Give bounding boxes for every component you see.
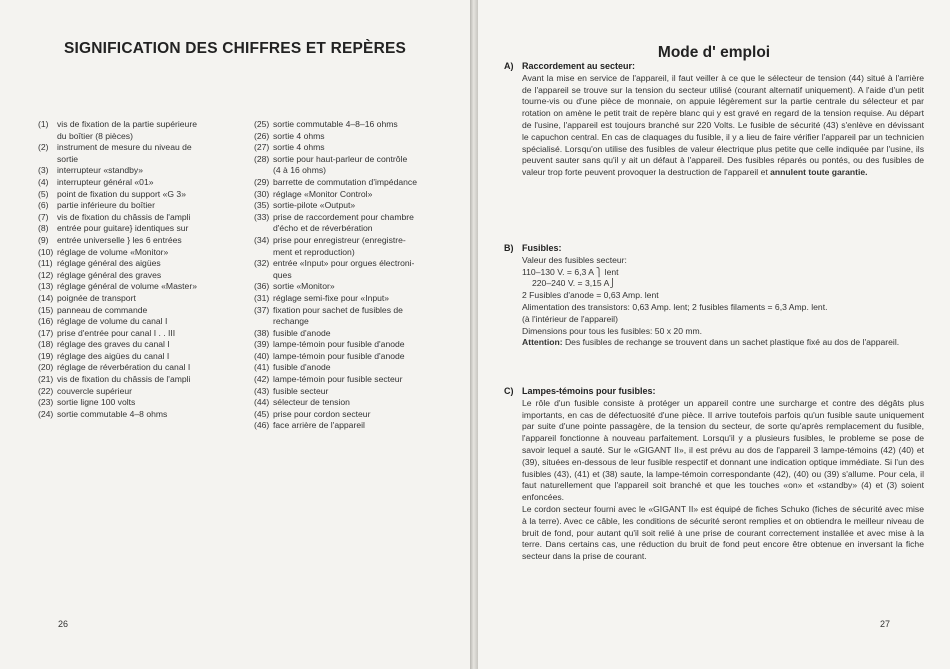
legend-number: (1)	[38, 119, 49, 129]
legend-number: (3)	[38, 165, 49, 176]
legend-text	[57, 270, 224, 282]
fuse-line: (à l'intérieur de l'appareil)	[522, 313, 618, 324]
legend-text	[273, 258, 446, 281]
legend-text-line: panneau de commande	[57, 304, 148, 315]
legend-text	[273, 142, 446, 154]
legend-text-line: (4 à 16 ohms)	[273, 165, 327, 176]
legend-item	[254, 235, 446, 258]
legend-text-line: vis de fixation du châssis de l'ampli	[57, 374, 191, 385]
legend-text-line: couvercle supérieur	[57, 385, 132, 396]
section-title: Lampes-témoins pour fusibles:	[522, 386, 656, 396]
legend-number: (40)	[254, 350, 270, 361]
legend-item	[38, 281, 224, 293]
fuse-line: 110–130 V. = 6,3 A ⎫ lent	[522, 266, 619, 277]
legend-text	[57, 165, 224, 177]
legend-number: (39)	[254, 339, 270, 350]
legend-text	[57, 281, 224, 293]
legend-text-line: interrupteur «standby»	[57, 165, 143, 176]
legend-number: (46)	[254, 420, 270, 431]
legend-text	[57, 328, 224, 340]
legend-text	[273, 235, 446, 258]
legend-item	[254, 131, 446, 143]
attention-note	[522, 337, 924, 349]
legend-text	[57, 119, 224, 142]
legend-text-line: interrupteur général «01»	[57, 176, 154, 187]
legend-text-line: réglage des aigües du canal I	[57, 350, 170, 361]
legend-item	[38, 339, 224, 351]
section-letter: B)	[504, 243, 514, 253]
legend-item	[254, 177, 446, 189]
legend-number: (32)	[254, 258, 270, 269]
legend-text-line: sortie-pilote «Output»	[273, 200, 356, 211]
legend-item	[254, 119, 446, 131]
legend-text	[273, 119, 446, 131]
legend-item	[38, 293, 224, 305]
fuse-line: 220–240 V. = 3,15 A⎭	[532, 278, 616, 289]
legend-number: (19)	[38, 350, 54, 361]
legend-text	[57, 223, 224, 235]
legend-item	[38, 235, 224, 247]
legend-number: (23)	[38, 397, 54, 408]
section-body	[504, 255, 924, 349]
paragraph-text: Avant la mise en service de l'appareil, il faut veiller à ce que le sélecteur de tension (44) situé à l'arrière de l'appareil se trouve sur la tension du secteur utilisé (courant alternatif uniquement). A l'aide d'un petit tourne-vis ou d'une pièce de monnaie, on appuie légèrement sur la partie centrale du sélecteur et par rotation on amène le petit trait de repère blanc qui y est gravé en regard de la tension requise. Au départ de l'usine, l'appareil est toujours branché sur 220 Volts. Le fusible de sécurité (43) s'enlève en dévissant le capuchon central. En cas de claquages du fusible, il y a lieu de faire vérifier l'appareil par un technicien spécialisé. Lorsqu'on utilise des fusibles de valeur électrique plus petite que celle indiquée par l'usine, ils peuvent sauter sans qu'il y ait un défaut à l'appareil. Des fusibles réparés ou pontés, ou des fusibles de valeur trop forte peuvent provoquer la destruction de l'appareil et	[522, 72, 924, 178]
legend-number: (18)	[38, 339, 54, 350]
legend-text-line: barrette de commutation d'impédance	[273, 176, 417, 187]
legend-item	[38, 270, 224, 282]
legend-number: (28)	[254, 153, 270, 164]
legend-number: (34)	[254, 234, 270, 245]
legend-item	[254, 374, 446, 386]
legend-text	[273, 374, 446, 386]
legend-item	[38, 409, 224, 421]
section-heading	[504, 386, 924, 398]
legend-text	[57, 351, 224, 363]
fuse-line: Valeur des fusibles secteur:	[522, 254, 627, 265]
legend-number: (6)	[38, 200, 49, 211]
legend-text-line: prise de raccordement pour chambre	[273, 211, 414, 222]
legend-number: (36)	[254, 281, 270, 292]
legend-text	[57, 142, 224, 165]
section-letter: C)	[504, 386, 514, 396]
legend-text-line: partie inférieure du boîtier	[57, 200, 155, 211]
section-title: Raccordement au secteur:	[522, 61, 636, 71]
legend-number: (44)	[254, 397, 270, 408]
legend-number: (13)	[38, 281, 54, 292]
legend-item	[254, 189, 446, 201]
legend-text	[57, 305, 224, 317]
legend-item	[38, 362, 224, 374]
legend-text-line: sortie ligne 100 volts	[57, 397, 136, 408]
legend-item	[254, 258, 446, 281]
legend-item	[38, 189, 224, 201]
legend-item	[254, 154, 446, 177]
legend-number: (12)	[38, 269, 54, 280]
legend-text	[57, 374, 224, 386]
legend-number: (17)	[38, 327, 54, 338]
legend-number: (14)	[38, 292, 54, 303]
legend-number: (26)	[254, 130, 270, 141]
legend-text	[57, 362, 224, 374]
fuse-line: Dimensions pour tous les fusibles: 50 x 20 mm.	[522, 325, 703, 336]
legend-item	[254, 409, 446, 421]
legend-number: (30)	[254, 188, 270, 199]
legend-item	[38, 200, 224, 212]
legend-text-line: sortie commutable 4–8–16 ohms	[273, 119, 398, 129]
legend-text-line: face arrière de l'appareil	[273, 420, 365, 431]
legend-item	[38, 386, 224, 398]
paragraph: Le cordon secteur fourni avec le «GIGANT II» est équipé de fiches Schuko (fiches de sécurité avec mise à la terre). Avec ce câble, les conditions de sécurité seront remplies et on obtiendra le meilleur niveau de bruit de fond, pour autant qu'il soit relié à une prise de courant correctement installée et avec mise à la terre. Dans certains cas, une réduction du bruit de fond peut encore être obtenue en inversant la fiche secteur dans la prise de courant.	[522, 503, 924, 562]
legend-number: (9)	[38, 234, 49, 245]
legend-number: (35)	[254, 200, 270, 211]
fuse-line: Alimentation des transistors: 0,63 Amp. lent; 2 fusibles filaments = 6,3 Amp. lent.	[522, 301, 828, 312]
legend-number: (2)	[38, 142, 49, 153]
left-page	[0, 0, 470, 669]
legend-number: (10)	[38, 246, 54, 257]
legend-text	[57, 235, 224, 247]
attention-text: Des fusibles de rechange se trouvent dans un sachet plastique fixé au dos de l'appareil.	[562, 337, 900, 348]
legend-item	[38, 177, 224, 189]
legend-item	[254, 351, 446, 363]
legend-item	[38, 316, 224, 328]
legend-text	[273, 305, 446, 328]
legend-text	[57, 386, 224, 398]
legend-text	[273, 420, 446, 432]
legend-item	[38, 212, 224, 224]
book-gutter	[470, 0, 478, 669]
legend-text	[57, 247, 224, 259]
legend-number: (21)	[38, 374, 54, 385]
legend-text	[273, 200, 446, 212]
legend-item	[38, 351, 224, 363]
legend-text-line: réglage général de volume «Master»	[57, 281, 197, 292]
legend-text-line: sortie	[57, 153, 79, 164]
legend-text	[57, 316, 224, 328]
legend-text-line: entrée pour guitare} identiques sur	[57, 223, 189, 234]
legend-text-line: point de fixation du support «G 3»	[57, 188, 186, 199]
legend-text	[57, 258, 224, 270]
legend-text-line: sélecteur de tension	[273, 397, 350, 408]
legend-text-line: sortie 4 ohms	[273, 130, 325, 141]
legend-text-line: du boîtier (8 pièces)	[57, 130, 133, 141]
legend-text	[273, 397, 446, 409]
legend-text	[57, 189, 224, 201]
legend-item	[254, 328, 446, 340]
page-title-left: SIGNIFICATION DES CHIFFRES ET REPÈRES	[63, 40, 407, 57]
legend-text	[57, 293, 224, 305]
legend-item	[254, 281, 446, 293]
legend-column-2	[254, 119, 446, 432]
section-body	[504, 398, 924, 563]
legend-text-line: lampe-témoin pour fusible secteur	[273, 374, 403, 385]
legend-text	[57, 339, 224, 351]
attention-label: Attention:	[522, 337, 563, 348]
legend-item	[38, 165, 224, 177]
legend-item	[254, 293, 446, 305]
legend-text-line: sortie «Monitor»	[273, 281, 335, 292]
legend-number: (37)	[254, 304, 270, 315]
legend-text	[57, 409, 224, 421]
legend-item	[38, 374, 224, 386]
legend-text-line: sortie pour haut-parleur de contrôle	[273, 153, 408, 164]
legend-number: (15)	[38, 304, 54, 315]
section-title: Fusibles:	[522, 243, 562, 253]
legend-number: (41)	[254, 362, 270, 373]
legend-text	[273, 177, 446, 189]
legend-text-line: réglage général des graves	[57, 269, 162, 280]
legend-column-1	[38, 119, 224, 420]
legend-number: (4)	[38, 176, 49, 187]
legend-text-line: prise pour cordon secteur	[273, 408, 371, 419]
legend-item	[254, 386, 446, 398]
legend-item	[38, 305, 224, 317]
legend-text-line: vis de fixation de la partie supérieure	[57, 119, 197, 129]
legend-number: (33)	[254, 211, 270, 222]
legend-item	[38, 328, 224, 340]
legend-item	[254, 362, 446, 374]
legend-number: (25)	[254, 119, 270, 129]
legend-text-line: réglage semi-fixe pour «Input»	[273, 292, 390, 303]
legend-number: (16)	[38, 316, 54, 327]
legend-item	[254, 212, 446, 235]
legend-number: (27)	[254, 142, 270, 153]
legend-number: (42)	[254, 374, 270, 385]
legend-number: (7)	[38, 211, 49, 222]
legend-text-line: poignée de transport	[57, 292, 136, 303]
legend-number: (38)	[254, 327, 270, 338]
legend-text	[57, 200, 224, 212]
legend-item	[254, 339, 446, 351]
legend-number: (29)	[254, 176, 270, 187]
section-fusibles	[504, 243, 924, 349]
legend-number: (22)	[38, 385, 54, 396]
legend-text-line: réglage de volume du canal I	[57, 316, 168, 327]
right-page	[478, 0, 950, 669]
legend-text	[273, 131, 446, 143]
legend-text	[273, 362, 446, 374]
legend-number: (43)	[254, 385, 270, 396]
warranty-warning: annulent toute garantie.	[770, 167, 868, 178]
legend-text	[273, 189, 446, 201]
legend-text-line: ment et reproduction)	[273, 246, 355, 257]
section-letter: A)	[504, 61, 514, 71]
page-number-right: 27	[879, 619, 890, 629]
legend-text	[273, 339, 446, 351]
page-title-right: Mode d' emploi	[657, 44, 771, 61]
legend-text	[273, 293, 446, 305]
legend-text-line: instrument de mesure du niveau de	[57, 142, 192, 153]
legend-text-line: entrée «Input» pour orgues électroni-	[273, 258, 415, 269]
legend-item	[38, 247, 224, 259]
legend-text-line: ques	[273, 269, 292, 280]
legend-text-line: prise d'entrée pour canal I . . III	[57, 327, 176, 338]
section-body	[504, 73, 924, 179]
legend-text	[273, 154, 446, 177]
legend-text-line: réglage de volume «Monitor»	[57, 246, 169, 257]
legend-text-line: réglage général des aigües	[57, 258, 161, 269]
legend-text-line: sortie 4 ohms	[273, 142, 325, 153]
page-number-left: 26	[58, 619, 69, 629]
section-heading	[504, 243, 924, 255]
fuse-line: 2 Fusibles d'anode = 0,63 Amp. lent	[522, 290, 659, 301]
legend-text-line: sortie commutable 4–8 ohms	[57, 408, 168, 419]
legend-text-line: fusible d'anode	[273, 327, 331, 338]
legend-text-line: lampe-témoin pour fusible d'anode	[273, 350, 405, 361]
legend-number: (11)	[38, 258, 53, 269]
legend-text-line: lampe-témoin pour fusible d'anode	[273, 339, 405, 350]
legend-item	[254, 305, 446, 328]
legend-text-line: réglage «Monitor Control»	[273, 188, 373, 199]
section-lampes-temoins	[504, 386, 924, 563]
legend-number: (31)	[254, 292, 270, 303]
legend-item	[254, 142, 446, 154]
legend-text	[273, 212, 446, 235]
legend-text-line: entrée universelle } les 6 entrées	[57, 234, 182, 245]
legend-item	[38, 223, 224, 235]
legend-text	[273, 351, 446, 363]
paragraph: Le rôle d'un fusible consiste à protéger un appareil contre une surcharge et contre des dégâts plus importants, en cas de défectuosité d'une pièce. Il arrive toutefois parfois qu'un fusible saute uniquement par suite d'une pointe passagère, de la tension du secteur, de sorte qu'après remplacement du fusible, l'appareil fonctionne à nouveau parfaitement. Lorsqu'il y a plusieurs fusibles, le probleme se pose de savoir lequel a sauté. Sur le «GIGANT II», il est prévu au dos de l'appareil 3 lampe-témoins (42) (40) et (39), situées en-dessous de leur fusible respectif et donnant une indication optique immédiate. Si l'un des fusibles (43), (41) et (38) saute, la lampe-témoin correspondante (42), (40) ou (39) s'allume. Pour cela, il faut naturellement que l'appareil soit branché et que les touches «on» et «standby» (4) et (3) soient enfoncées.	[522, 397, 924, 503]
legend-text-line: fixation pour sachet de fusibles de	[273, 304, 403, 315]
legend-text-line: réglage de réverbération du canal I	[57, 362, 191, 373]
section-raccordement	[504, 61, 924, 179]
legend-text	[57, 212, 224, 224]
legend-text	[273, 281, 446, 293]
legend-item	[254, 397, 446, 409]
legend-text	[273, 328, 446, 340]
legend-text-line: d'écho et de réverbération	[273, 223, 373, 234]
legend-text-line: réglage des graves du canal I	[57, 339, 170, 350]
legend-number: (20)	[38, 362, 54, 373]
legend-text-line: fusible d'anode	[273, 362, 331, 373]
legend-text-line: rechange	[273, 316, 309, 327]
legend-text-line: vis de fixation du châssis de l'ampli	[57, 211, 191, 222]
legend-item	[38, 258, 224, 270]
legend-text	[57, 397, 224, 409]
legend-text	[57, 177, 224, 189]
legend-number: (8)	[38, 223, 49, 234]
legend-item	[254, 420, 446, 432]
legend-item	[38, 397, 224, 409]
legend-number: (45)	[254, 408, 270, 419]
section-heading	[504, 61, 924, 73]
legend-number: (24)	[38, 408, 54, 419]
legend-item	[38, 142, 224, 165]
legend-text-line: fusible secteur	[273, 385, 329, 396]
legend-text	[273, 409, 446, 421]
paragraph	[522, 73, 924, 179]
legend-number: (5)	[38, 188, 49, 199]
legend-text-line: prise pour enregistreur (enregistre-	[273, 234, 406, 245]
legend-text	[273, 386, 446, 398]
legend-item	[38, 119, 224, 142]
legend-item	[254, 200, 446, 212]
